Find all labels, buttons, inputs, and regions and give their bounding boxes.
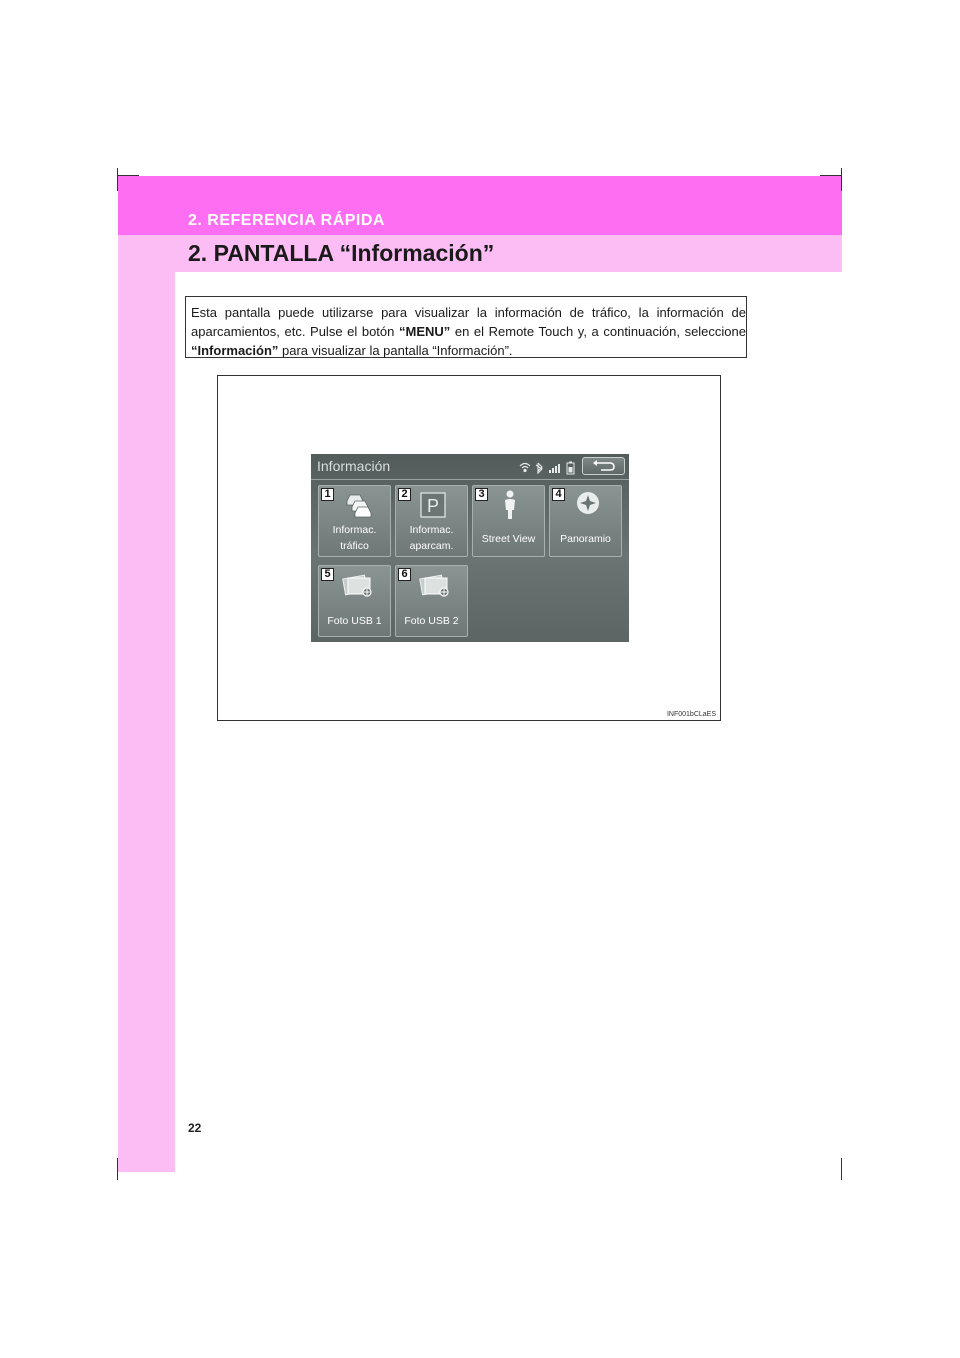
crop-mark — [820, 175, 842, 176]
figure-code: INF001bCLaES — [666, 711, 716, 718]
back-arrow-icon — [583, 458, 624, 474]
signal-icon — [549, 464, 560, 473]
crop-mark — [117, 1158, 118, 1180]
wifi-icon — [520, 464, 530, 472]
callout-badge: 6 — [398, 568, 411, 581]
crop-mark — [841, 1158, 842, 1180]
tile-label-line1: Panoramio — [560, 533, 611, 545]
status-icons — [518, 459, 578, 475]
screen-title: Información — [317, 458, 391, 474]
tile-label-line2: tráfico — [340, 540, 369, 552]
side-band — [118, 176, 175, 1172]
tile-label-line1: Foto USB 1 — [327, 615, 382, 627]
bluetooth-icon — [536, 463, 542, 473]
information-screen — [311, 454, 629, 642]
crop-mark — [117, 168, 118, 191]
street-view-person-icon — [503, 490, 517, 520]
back-button[interactable] — [582, 457, 625, 475]
callout-badge: 4 — [552, 488, 565, 501]
figure-frame — [217, 375, 721, 721]
svg-text:P: P — [426, 496, 440, 516]
intro-informacion: “Información” — [191, 343, 279, 358]
tile-label-line1: Informac. — [409, 524, 454, 536]
intro-text: para visualizar la pantalla “Información”. — [278, 343, 513, 358]
tile-label-line1: Informac. — [332, 524, 377, 536]
callout-badge: 3 — [475, 488, 488, 501]
intro-box — [185, 296, 747, 358]
tile-label-line1: Foto USB 2 — [404, 615, 459, 627]
parking-p-icon — [420, 492, 446, 518]
panoramio-compass-icon — [576, 491, 600, 515]
intro-menu: “MENU” — [398, 324, 451, 339]
photo-usb-icon — [418, 571, 450, 599]
crop-mark — [117, 175, 139, 176]
intro-text: en el Remote Touch y, a continuación, seleccione — [450, 324, 746, 339]
traffic-cars-icon — [343, 491, 375, 519]
callout-badge: 5 — [321, 568, 334, 581]
callout-badge: 2 — [398, 488, 411, 501]
tile-label-line2: aparcam. — [409, 540, 454, 552]
callout-badge: 1 — [321, 488, 334, 501]
page-number: 22 — [188, 1121, 202, 1135]
intro-text: Esta pantalla puede utilizarse para visualizar la información de tráfico, la información de aparcamientos, etc. Pulse el botón — [191, 305, 746, 339]
page-title: 2. PANTALLA “Información” — [188, 240, 495, 266]
section-label: 2. REFERENCIA RÁPIDA — [188, 212, 385, 229]
photo-usb-icon — [341, 571, 373, 599]
header-divider — [311, 479, 629, 480]
battery-icon — [567, 462, 574, 475]
crop-mark — [841, 168, 842, 191]
tile-label-line1: Street View — [481, 533, 536, 545]
